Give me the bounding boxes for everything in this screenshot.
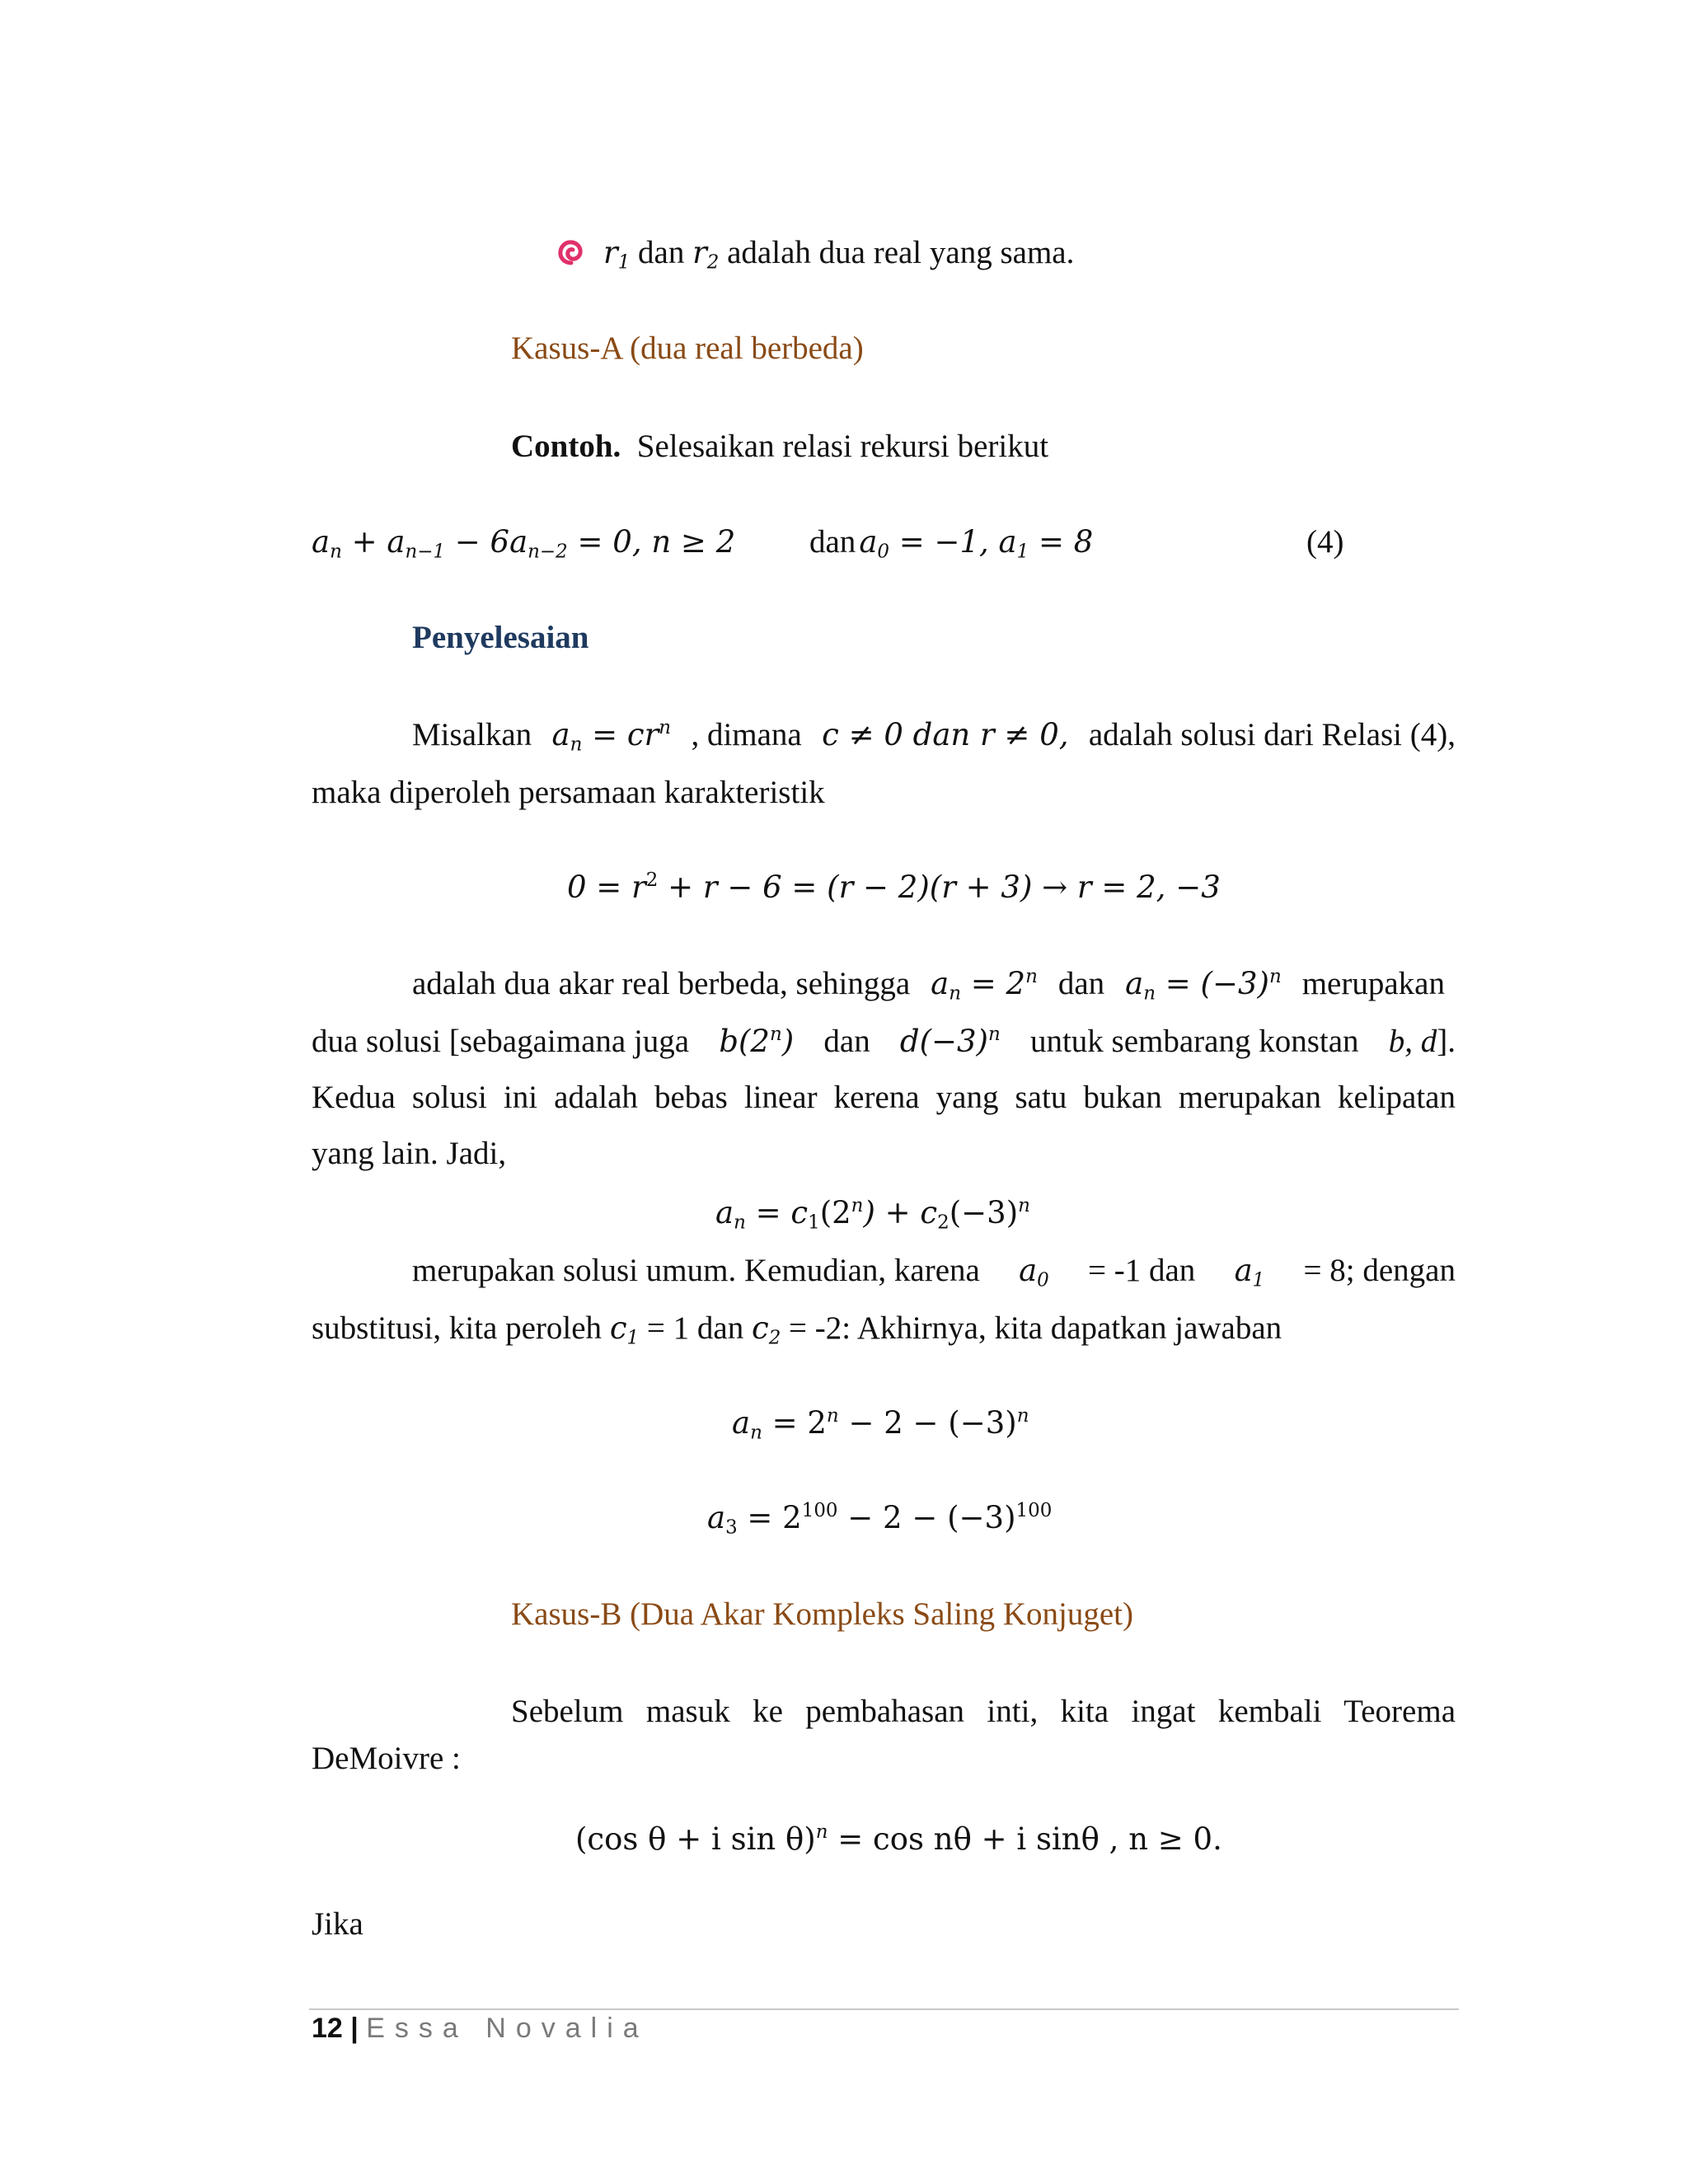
- para2-line3: Kedua solusi ini adalah bebas linear kerena yang satu bukan merupakan kelipatan: [312, 1080, 1456, 1115]
- para1-line2: maka diperoleh persamaan karakteristik: [312, 775, 825, 810]
- para3-line1: merupakan solusi umum. Kemudian, karena $a_0$ = -1 dan $a_1$ = 8; dengan: [412, 1253, 1456, 1291]
- example-label: Contoh.: [511, 429, 621, 464]
- footer-author: Essa Novalia: [366, 2013, 649, 2044]
- para2-line1: adalah dua akar real berbeda, sehingga $a_n = 2^n$ dan $a_n = (-3)^n$ merupakan: [412, 965, 1445, 1005]
- page-number: 12: [312, 2013, 343, 2044]
- bullet-rest: adalah dua real yang sama.: [727, 235, 1075, 270]
- footer-rule: [309, 2008, 1459, 2010]
- example-text: Selesaikan relasi rekursi berikut: [636, 429, 1049, 464]
- page-footer: [312, 2013, 649, 2045]
- para2-line2: dua solusi [sebagaimana juga b(2$^n$) dan $d(-3)^n$ untuk sembarang konstan b, d].: [312, 1023, 1456, 1059]
- example-line: [511, 427, 1048, 466]
- a3-equation: $a_3 = 2^{100} - 2 - (-3)^{100}$: [707, 1499, 1053, 1539]
- footer-separator: |: [342, 2013, 367, 2044]
- solution-heading: Penyelesaian: [412, 620, 589, 655]
- bullet-line: [557, 233, 1074, 273]
- para2-line4: yang lain. Jadi,: [312, 1136, 507, 1171]
- case-a-heading: Kasus-A (dua real berbeda): [511, 330, 864, 366]
- para4-line2: DeMoivre :: [312, 1741, 461, 1776]
- equation-4: $a_n + a_{n-1} - 6a_{n-2} = 0$, n ≥ 2: [312, 524, 736, 563]
- bullet-dan: dan: [638, 235, 685, 270]
- answer-equation: $a_n = 2^n - 2 - (-3)^n$: [732, 1404, 1029, 1444]
- demoivre-equation: (cos θ + i sin θ)$^n$ = cos nθ + i sinθ , n ≥ 0.: [575, 1821, 1222, 1857]
- para1-line1: Misalkan $a_n = cr^n$ , dimana c ≠ 0 dan r ≠ 0, adalah solusi dari Relasi (4),: [412, 716, 1456, 756]
- characteristic-equation: $0 = r^2 + r - 6 = (r - 2)(r + 3) \to r = 2$, −3: [567, 869, 1221, 905]
- para4-line1: Sebelum masuk ke pembahasan inti, kita ingat kembali Teorema: [511, 1694, 1456, 1729]
- equation-number: (4): [1306, 524, 1344, 560]
- para3-line2: substitusi, kita peroleh $c_1 = 1$ dan $c_2 = -2$: Akhirnya, kita dapatkan jawaban: [312, 1310, 1282, 1349]
- r1-symbol: $r_1$: [603, 235, 631, 274]
- equation-4-initial: dan $a_0 = -1$, $a_1 = 8$: [809, 524, 1094, 563]
- case-b-heading: Kasus-B (Dua Akar Kompleks Saling Konjuget): [511, 1596, 1133, 1632]
- general-solution: $a_n = c_1(2^n) + c_2(-3)^n$: [715, 1194, 1030, 1234]
- r2-symbol: $r_2$: [692, 235, 720, 274]
- swirl-bullet-icon: [557, 238, 585, 266]
- jika-text: Jika: [312, 1906, 363, 1942]
